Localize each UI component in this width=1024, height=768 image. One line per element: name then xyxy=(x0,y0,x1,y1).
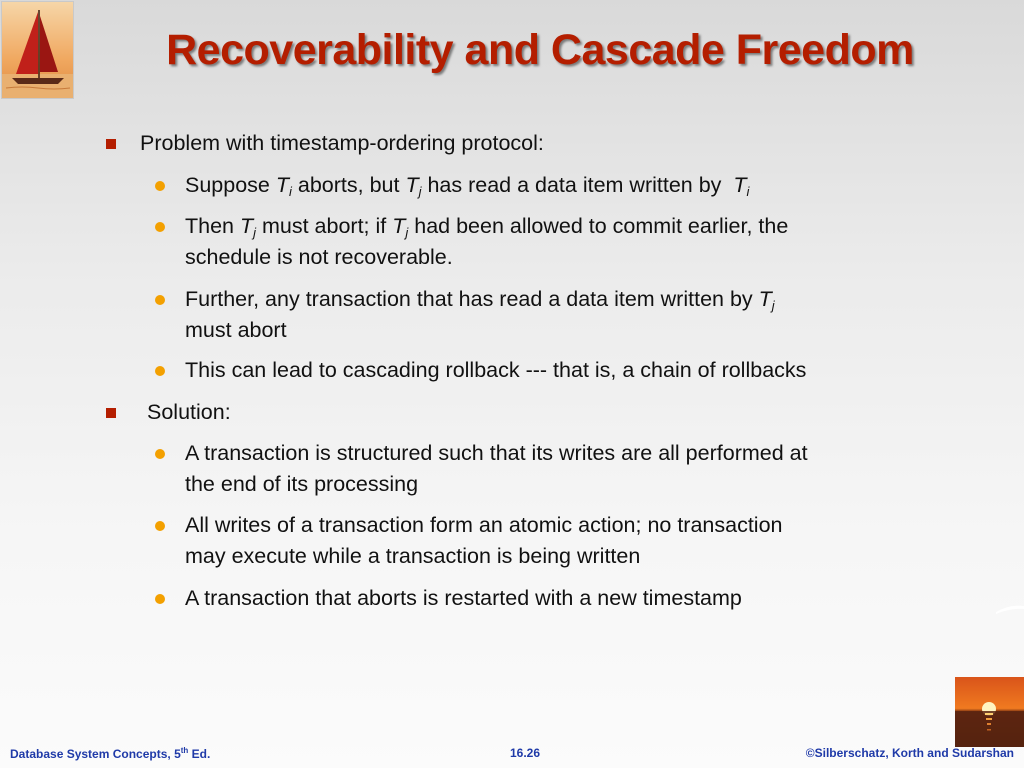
bullet-dot-icon xyxy=(155,521,165,531)
footer-page-number: 16.26 xyxy=(510,746,541,760)
sunset-image xyxy=(955,677,1024,747)
slide-title: Recoverability and Cascade Freedom xyxy=(166,26,914,74)
footer-book-title: Database System Concepts, 5th Ed. xyxy=(10,746,211,761)
sailboat-logo xyxy=(1,1,74,99)
bullet-square-icon xyxy=(106,139,116,149)
bullet-problem: Problem with timestamp-ordering protocol: xyxy=(140,131,544,155)
bullet-solution: Solution: xyxy=(147,400,231,424)
footer-copyright: ©Silberschatz, Korth and Sudarshan xyxy=(805,746,1014,760)
sub-bullet-suppose: Suppose $T_i$ aborts, but $T_j$ has read a data item written by $T_i$ xyxy=(185,173,750,199)
sub-bullet-restart: A transaction that aborts is restarted with a new timestamp xyxy=(185,586,742,610)
sub-bullet-cascade: This can lead to cascading rollback --- that is, a chain of rollbacks xyxy=(185,358,807,382)
bullet-square-icon xyxy=(106,408,116,418)
bullet-dot-icon xyxy=(155,295,165,305)
sub-bullet-atomic: All writes of a transaction form an atomic action; no transaction may execute while a transaction is being written xyxy=(185,513,783,568)
sub-bullet-further: Further, any transaction that has read a data item written by $T_j$ must abort xyxy=(185,287,775,342)
bullet-dot-icon xyxy=(155,222,165,232)
decorative-swoosh-icon xyxy=(996,600,1024,620)
bullet-dot-icon xyxy=(155,594,165,604)
sub-bullet-structured: A transaction is structured such that its writes are all performed at the end of its processing xyxy=(185,441,808,496)
bullet-dot-icon xyxy=(155,449,165,459)
bullet-dot-icon xyxy=(155,181,165,191)
sub-bullet-then: Then $T_j$ must abort; if $T_j$ had been allowed to commit earlier, the schedule is not recoverable. xyxy=(185,214,789,269)
bullet-dot-icon xyxy=(155,366,165,376)
